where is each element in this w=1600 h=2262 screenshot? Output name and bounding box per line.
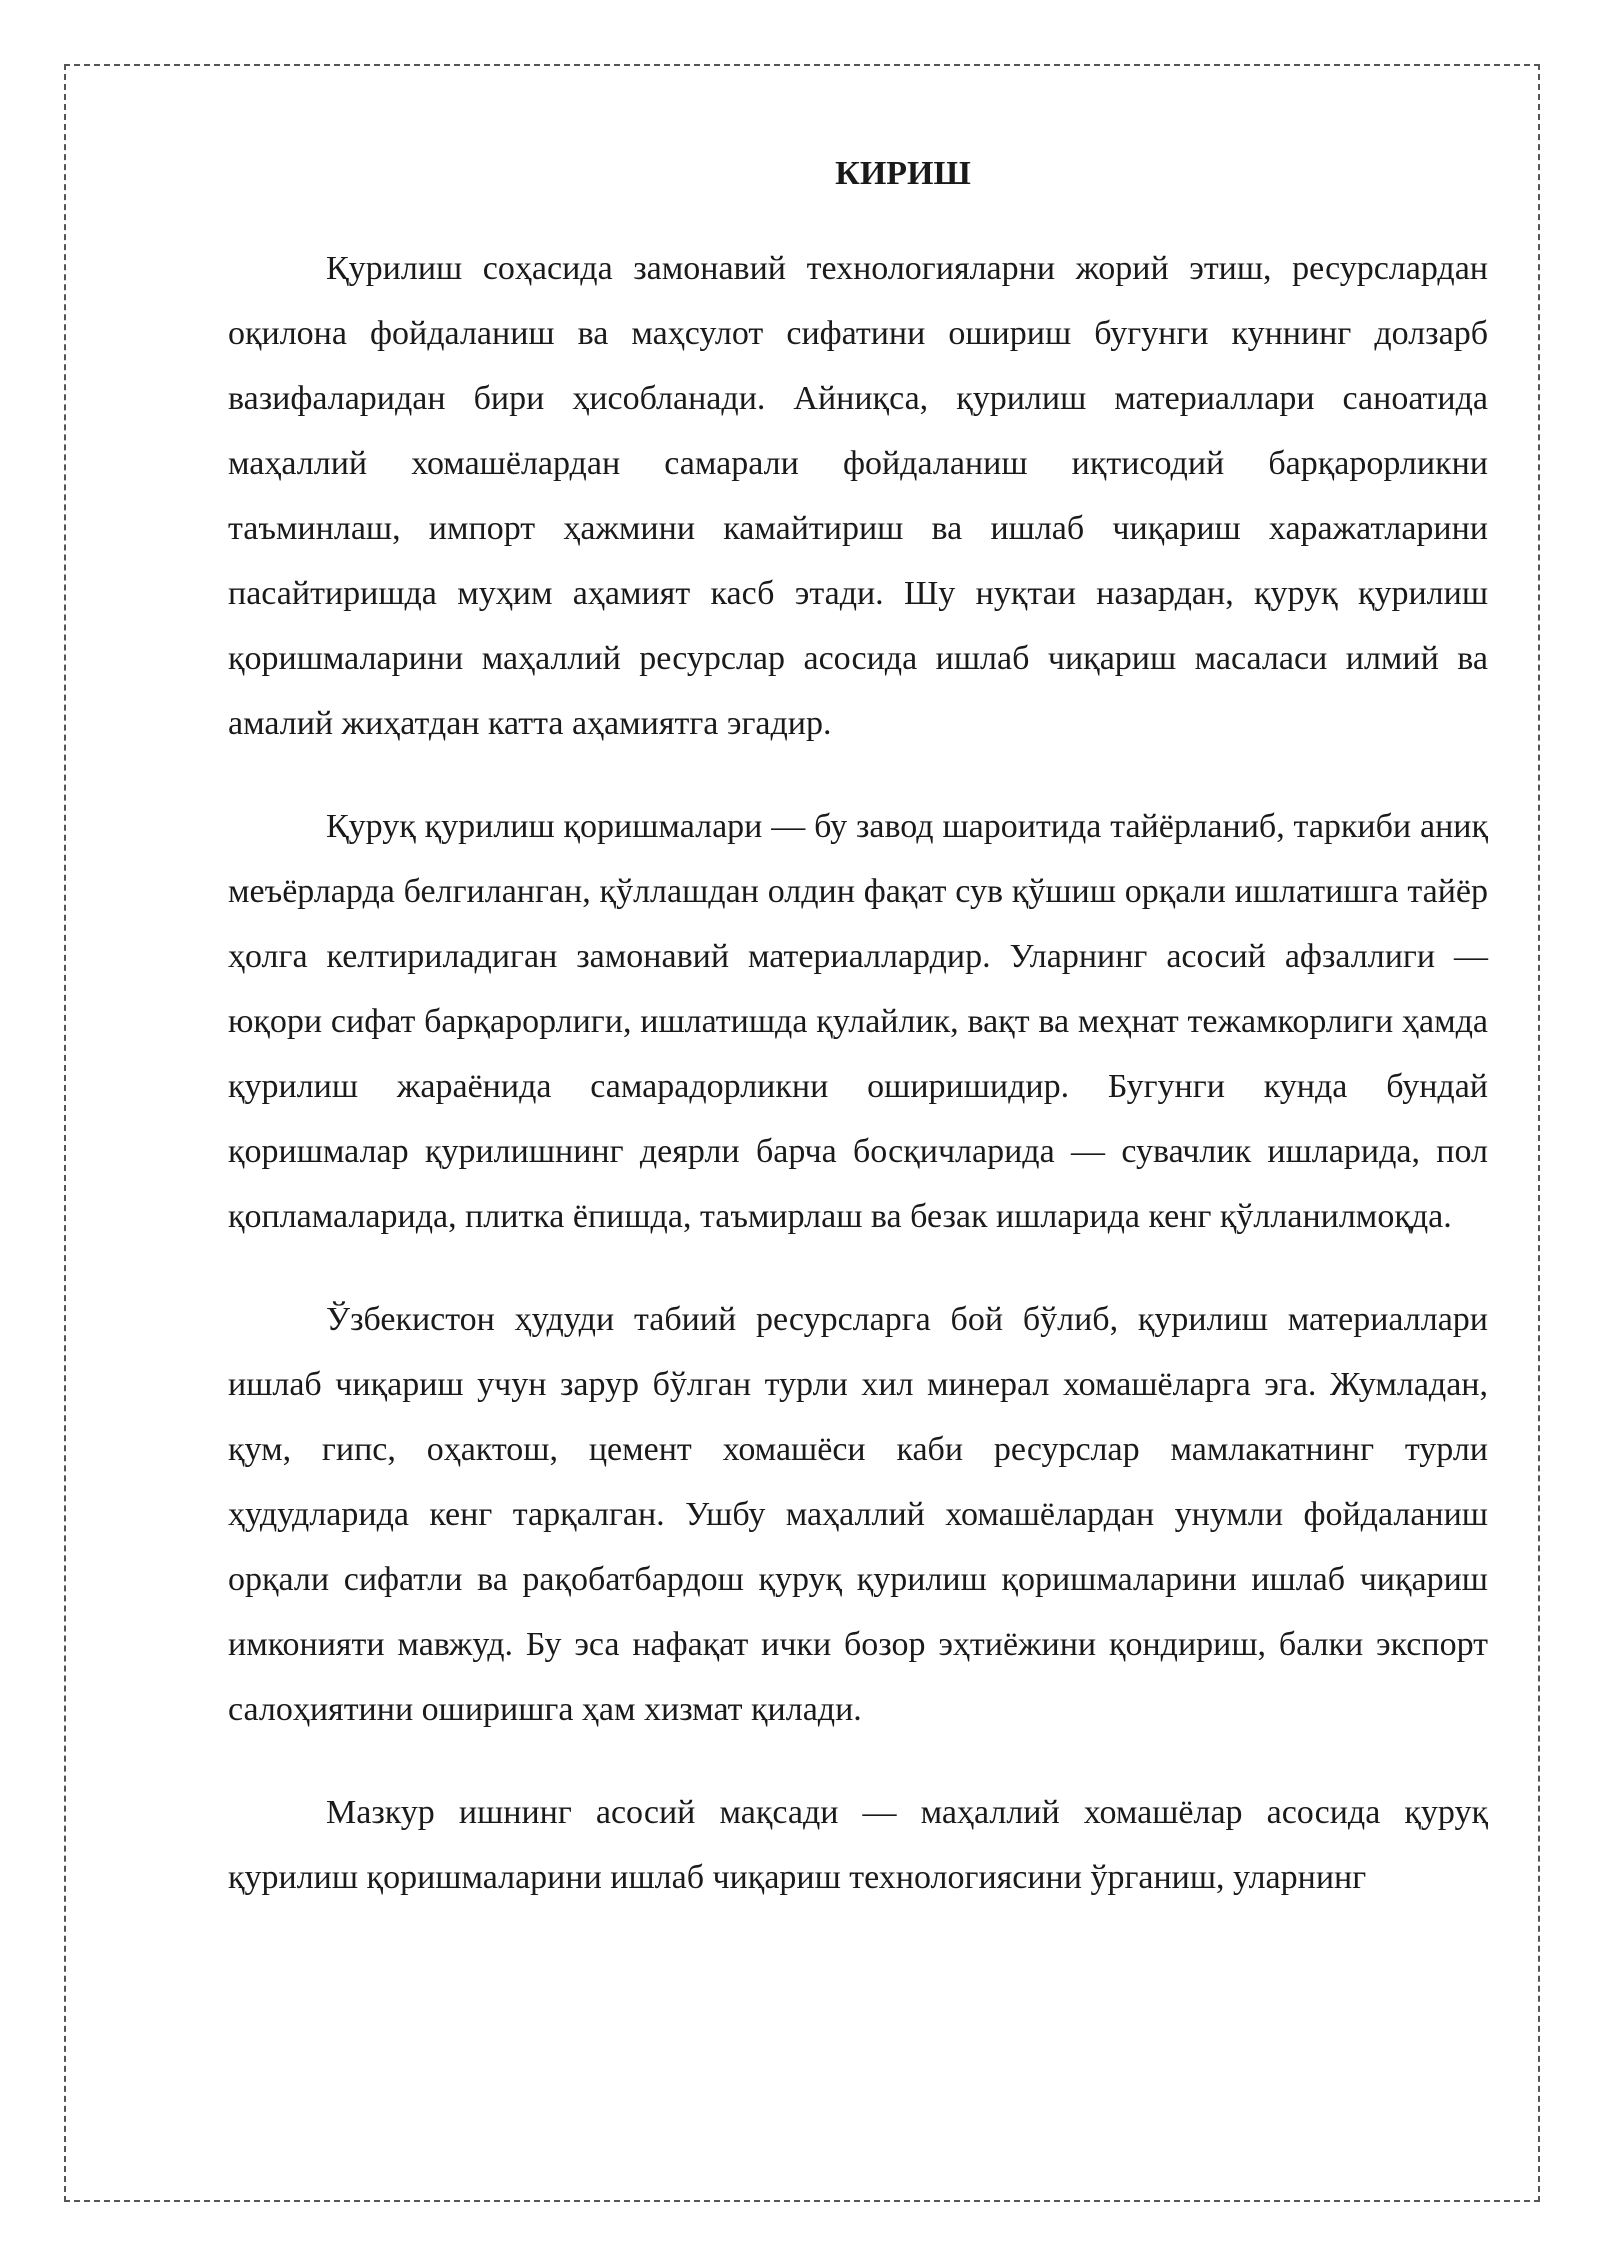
paragraph: Қурилиш соҳасида замонавий технологияларни жорий этиш, ресурслардан оқилона фойдаланиш ва маҳсулот сифатини ошириш бугунги куннинг долзарб вазифаларидан бири ҳисобланади. Айниқса, қурилиш материаллари саноатида маҳаллий хомашёлардан самарали фойдаланиш иқтисодий барқарорликни таъминлаш, импорт ҳажмини камайтириш ва ишлаб чиқариш харажатларини пасайтиришда муҳим аҳамият касб этади. Шу нуқтаи назардан, қуруқ қурилиш қоришмаларини маҳаллий ресурслар асосида ишлаб чиқариш масаласи илмий ва амалий жиҳатдан катта аҳамиятга эгадир. [228,250,1488,742]
paragraph: Ўзбекистон ҳудуди табиий ресурсларга бой бўлиб, қурилиш материаллари ишлаб чиқариш учун зарур бўлган турли хил минерал хомашёларга эга. Жумладан, қум, гипс, оҳактош, цемент хомашёси каби ресурслар мамлакатнинг турли ҳудудларида кенг тарқалган. Ушбу маҳаллий хомашёлардан унумли фойдаланиш орқали сифатли ва рақобатбардош қуруқ қурилиш қоришмаларини ишлаб чиқариш имконияти мавжуд. Бу эса нафақат ички бозор эҳтиёжини қондириш, балки экспорт салоҳиятини оширишга ҳам хизмат қилади. [228,1301,1488,1728]
paragraph: Мазкур ишнинг асосий мақсади — маҳаллий хомашёлар асосида қуруқ қурилиш қоришмаларини ишлаб чиқариш технологиясини ўрганиш, уларнинг [228,1794,1488,1896]
paragraph: Қуруқ қурилиш қоришмалари — бу завод шароитида тайёрланиб, таркиби аниқ меъёрларда белгиланган, қўллашдан олдин фақат сув қўшиш орқали ишлатишга тайёр ҳолга келтириладиган замонавий материаллардир. Уларнинг асосий афзаллиги — юқори сифат барқарорлиги, ишлатишда қулайлик, вақт ва меҳнат тежамкорлиги ҳамда қурилиш жараёнида самарадорликни оширишидир. Бугунги кунда бундай қоришмалар қурилишнинг деярли барча босқичларида — сувачлик ишларида, пол қопламаларида, плитка ёпишда, таъмирлаш ва безак ишларида кенг қўлланилмоқда. [228,808,1488,1235]
document-body [228,150,1488,1948]
document-title: КИРИШ [835,155,971,192]
